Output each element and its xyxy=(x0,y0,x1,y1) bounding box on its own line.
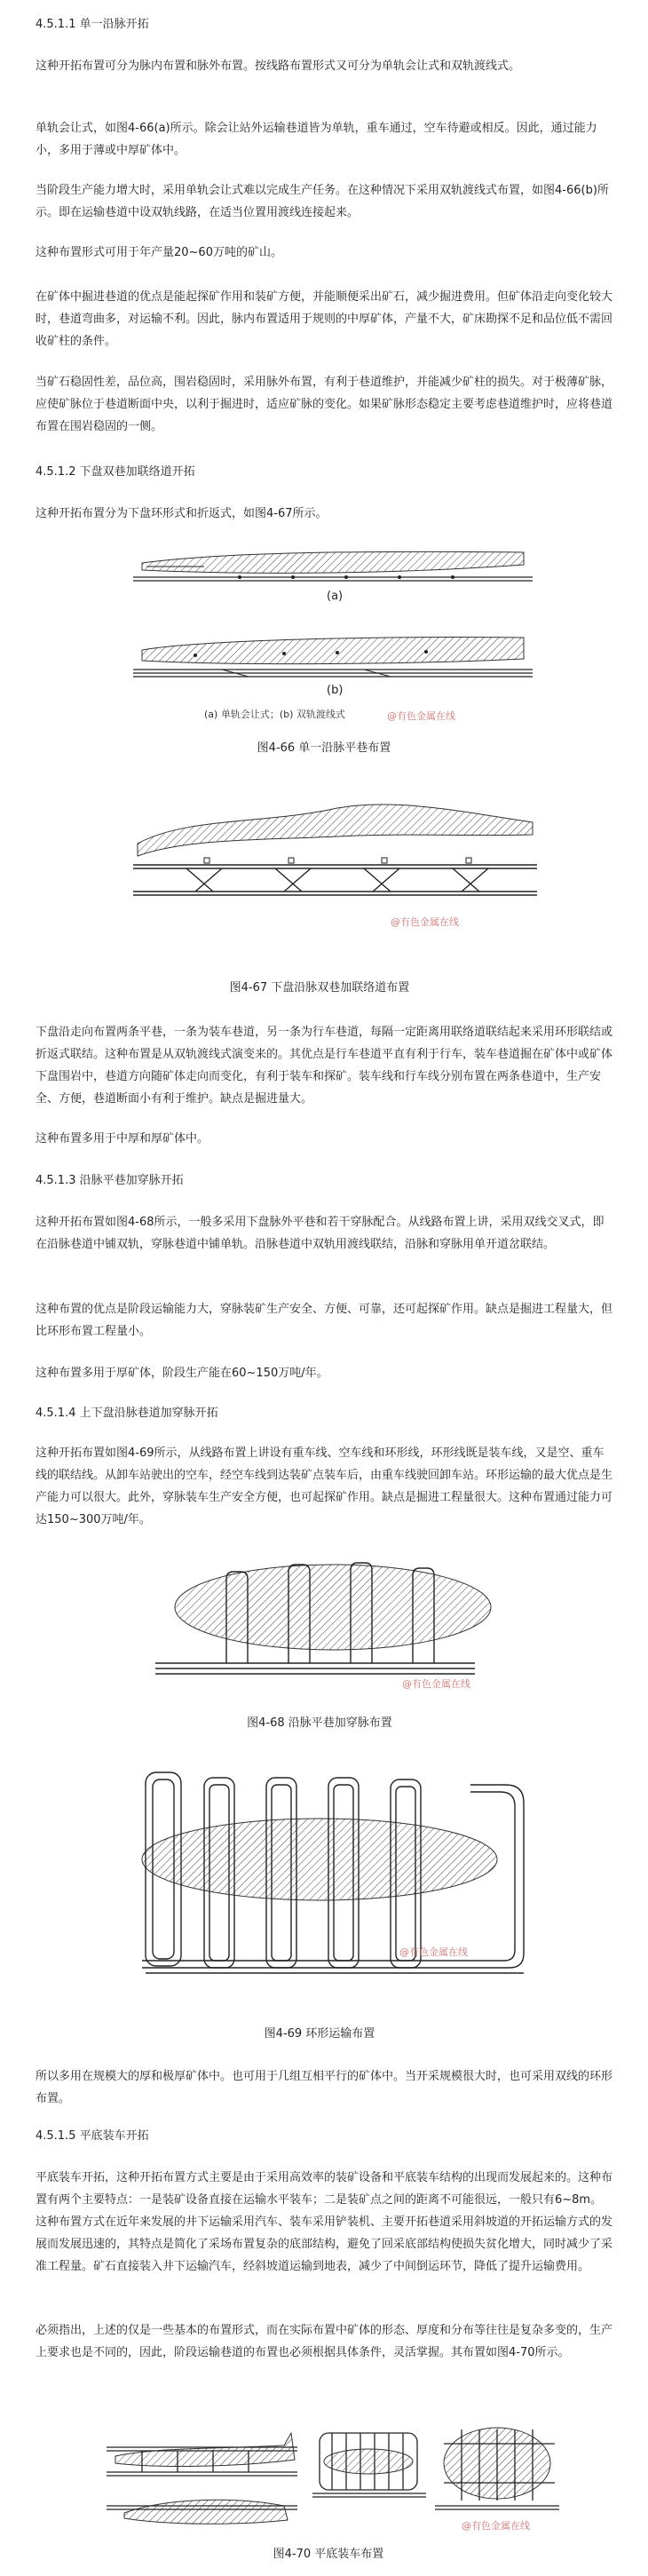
figure-label-a: (a) xyxy=(327,590,344,603)
watermark: @有色金属在线 xyxy=(402,1678,470,1690)
figure-4-70 xyxy=(107,2421,568,2536)
figure-label-b: (b) xyxy=(327,684,344,697)
paragraph: 这种布置多用于中厚和厚矿体中。 xyxy=(36,1132,209,1145)
figure-4-68-drawing xyxy=(155,1552,510,1694)
figure-legend: (a) 单轨会让式；(b) 双轨渡线式 xyxy=(204,709,345,720)
section-heading-4-5-1-5: 4.5.1.5 平底装车开拓 xyxy=(36,2129,149,2143)
section-heading-4-5-1-2: 4.5.1.2 下盘双巷加联络道开拓 xyxy=(36,465,195,479)
figure-caption: 图4-66 单一沿脉平巷布置 xyxy=(257,741,391,755)
paragraph: 这种开拓布置分为下盘环形式和折返式，如图4-67所示。 xyxy=(36,507,328,520)
paragraph: 当阶段生产能力增大时，采用单轨会让式难以完成生产任务。在这种情况下采用双轨渡线式布置，如图4-66(b)所示。即在运输巷道中设双轨线路，在适当位置用渡线连接起来。 xyxy=(36,184,609,219)
watermark: @有色金属在线 xyxy=(391,916,459,928)
paragraph: 下盘沿走向布置两条平巷，一条为装车巷道，另一条为行车巷道，每隔一定距离用联络道联结起来采用环形联结或折返式联结。这种布置是从双轨渡线式演变来的。其优点是行车巷道平直有利于行车，装车巷道掘在矿体中或矿体下盘围岩中，巷道方向随矿体走向而变化，有利于装车和探矿。装车线和行车线分别布置在两条巷道中，生产安全、方便，巷道断面小有利于维护。缺点是掘进量大。 xyxy=(36,1026,613,1106)
figure-4-69-drawing xyxy=(133,1767,541,1980)
figure-4-69 xyxy=(133,1767,541,1980)
figure-4-66 xyxy=(133,543,541,703)
figure-4-67 xyxy=(133,781,541,941)
section-heading-4-5-1-4: 4.5.1.4 上下盘沿脉巷道加穿脉开拓 xyxy=(36,1407,218,1420)
paragraph: 这种开拓布置可分为脉内布置和脉外布置。按线路布置形式又可分为单轨会让式和双轨渡线式。 xyxy=(36,59,521,73)
figure-4-66-drawing xyxy=(133,543,541,703)
paragraph: 所以多用在规模大的厚和极厚矿体中。也可用于几组互相平行的矿体中。当开采规模很大时，也可采用双线的环形布置。 xyxy=(36,2070,613,2105)
paragraph: 当矿石稳固性差，品位高，围岩稳固时，采用脉外布置，有利于巷道维护，并能减少矿柱的损失。对于极薄矿脉，应使矿脉位于巷道断面中央，以利于掘进时，适应矿脉的变化。如果矿脉形态稳定主要考虑巷道维护时，应将巷道布置在围岩稳固的一侧。 xyxy=(36,376,613,433)
paragraph: 在矿体中掘进巷道的优点是能起探矿作用和装矿方便，并能顺便采出矿石，减少掘进费用。但矿体沿走向变化较大时，巷道弯曲多，对运输不利。因此，脉内布置适用于规则的中厚矿体，产量不大，矿床勘探不足和品位低不需回收矿柱的条件。 xyxy=(36,290,613,348)
section-heading-4-5-1-1: 4.5.1.1 单一沿脉开拓 xyxy=(36,18,149,31)
section-heading-4-5-1-3: 4.5.1.3 沿脉平巷加穿脉开拓 xyxy=(36,1174,184,1187)
figure-4-68 xyxy=(155,1552,510,1694)
paragraph: 必须指出，上述的仅是一些基本的布置形式，而在实际布置中矿体的形态、厚度和分布等往往是复杂多变的，生产上要求也是不同的，因此，阶段运输巷道的布置也必须根据具体条件，灵活掌握。其布置如图4-70所示。 xyxy=(36,2324,613,2359)
paragraph: 单轨会让式，如图4-66(a)所示。除会让站外运输巷道皆为单轨，重车通过，空车待避或相反。因此，通过能力小，多用于薄或中厚矿体中。 xyxy=(36,122,597,157)
paragraph: 这种开拓布置如图4-69所示，从线路布置上讲设有重车线、空车线和环形线，环形线既是装车线，又是空、重车线的联结线。从卸车站驶出的空车，经空车线到达装矿点装车后，由重车线驶回卸车站。环形运输的最大优点是生产能力可以很大。此外，穿脉装车生产安全方便，也可起探矿作用。缺点是掘进工程量很大。这种布置通过能力可达150~300万吨/年。 xyxy=(36,1447,613,1526)
paragraph: 平底装车开拓，这种开拓布置方式主要是由于采用高效率的装矿设备和平底装车结构的出现而发展起来的。这种布置有两个主要特点：一是装矿设备直接在运输水平装车；二是装矿点之间的距离不可能很远，一般只有6~8m。这种布置方式在近年来发展的井下运输采用汽车、装车采用铲装机、主要开拓巷道采用斜坡道的开拓运输方式的发展而发展迅速的，其特点是简化了采场布置复杂的底部结构，避免了回采底部结构使损失贫化增大，同时减少了采准工程量。矿石直接装入井下运输汽车，经斜坡道运输到地表，减少了中间倒运环节，降低了提升运输费用。 xyxy=(36,2171,613,2273)
figure-caption: 图4-69 环形运输布置 xyxy=(264,2027,375,2041)
figure-caption: 图4-70 平底装车布置 xyxy=(273,2548,384,2561)
figure-caption: 图4-67 下盘沿脉双巷加联络道布置 xyxy=(229,981,410,995)
paragraph: 这种布置的优点是阶段运输能力大，穿脉装矿生产安全、方便、可靠，还可起探矿作用。缺点是掘进工程量大，但比环形布置工程量小。 xyxy=(36,1303,613,1338)
paragraph: 这种开拓布置如图4-68所示，一般多采用下盘脉外平巷和若干穿脉配合。从线路布置上讲，采用双线交叉式，即在沿脉巷道中铺双轨，穿脉巷道中铺单轨。沿脉巷道中双轨用渡线联结，沿脉和穿脉用单开道岔联结。 xyxy=(36,1216,605,1251)
watermark: @有色金属在线 xyxy=(387,710,455,722)
paragraph: 这种布置形式可用于年产量20~60万吨的矿山。 xyxy=(36,246,282,259)
watermark: @有色金属在线 xyxy=(399,1946,468,1958)
figure-caption: 图4-68 沿脉平巷加穿脉布置 xyxy=(247,1716,392,1730)
figure-4-67-drawing xyxy=(133,781,541,941)
watermark: @有色金属在线 xyxy=(462,2520,530,2532)
paragraph: 这种布置多用于厚矿体，阶段生产能在60~150万吨/年。 xyxy=(36,1367,328,1380)
